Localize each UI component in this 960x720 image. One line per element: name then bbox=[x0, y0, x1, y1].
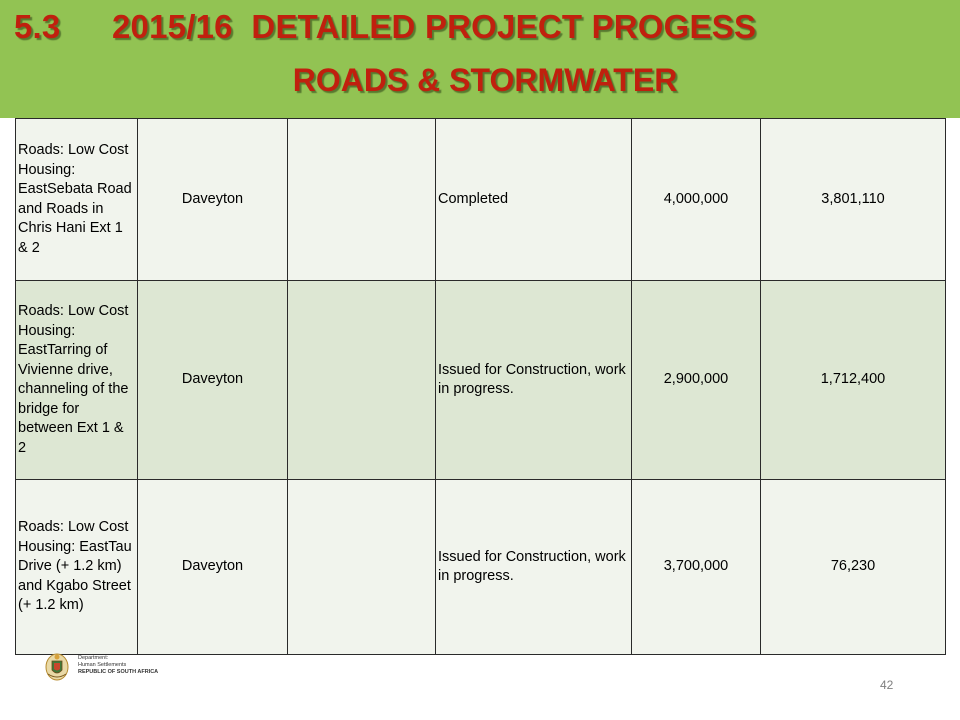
status-cell: Issued for Construction, work in progress. bbox=[436, 281, 632, 480]
coat-of-arms-icon bbox=[44, 652, 70, 682]
table-row bbox=[16, 480, 946, 655]
table-row bbox=[16, 281, 946, 480]
title-band bbox=[0, 0, 960, 118]
empty-cell bbox=[288, 119, 436, 281]
page-number: 42 bbox=[880, 678, 894, 692]
area-cell: Daveyton bbox=[138, 480, 288, 655]
project-name-cell: Roads: Low Cost Housing: EastTarring of Vivienne drive, channeling of the bridge for between Ext 1 & 2 bbox=[16, 281, 138, 480]
project-name-cell: Roads: Low Cost Housing: EastTau Drive (+ 1.2 km) and Kgabo Street (+ 1.2 km) bbox=[16, 480, 138, 655]
table-row bbox=[16, 119, 946, 281]
dept-line2: Human Settlements bbox=[78, 662, 127, 668]
empty-cell bbox=[288, 480, 436, 655]
slide-title bbox=[14, 8, 756, 46]
project-progress-table bbox=[15, 118, 946, 655]
title-subheading: ROADS & STORMWATER bbox=[292, 62, 678, 98]
status-cell: Completed bbox=[436, 119, 632, 281]
area-cell: Daveyton bbox=[138, 119, 288, 281]
budget-cell: 2,900,000 bbox=[632, 281, 761, 480]
expenditure-cell: 3,801,110 bbox=[761, 119, 946, 281]
title-heading: 2015/16 DETAILED PROJECT PROGESS bbox=[112, 8, 757, 45]
budget-cell: 3,700,000 bbox=[632, 480, 761, 655]
expenditure-cell: 76,230 bbox=[761, 480, 946, 655]
slide-subtitle bbox=[0, 62, 960, 99]
status-cell: Issued for Construction, work in progress. bbox=[436, 480, 632, 655]
department-name bbox=[78, 655, 158, 676]
dept-line1: Department: bbox=[78, 655, 109, 661]
budget-cell: 4,000,000 bbox=[632, 119, 761, 281]
project-name-cell: Roads: Low Cost Housing: EastSebata Road and Roads in Chris Hani Ext 1 & 2 bbox=[16, 119, 138, 281]
dept-line3: REPUBLIC OF SOUTH AFRICA bbox=[78, 669, 159, 675]
area-cell: Daveyton bbox=[138, 281, 288, 480]
empty-cell bbox=[288, 281, 436, 480]
section-number: 5.3 bbox=[14, 8, 61, 45]
expenditure-cell: 1,712,400 bbox=[761, 281, 946, 480]
department-logo bbox=[44, 652, 204, 682]
